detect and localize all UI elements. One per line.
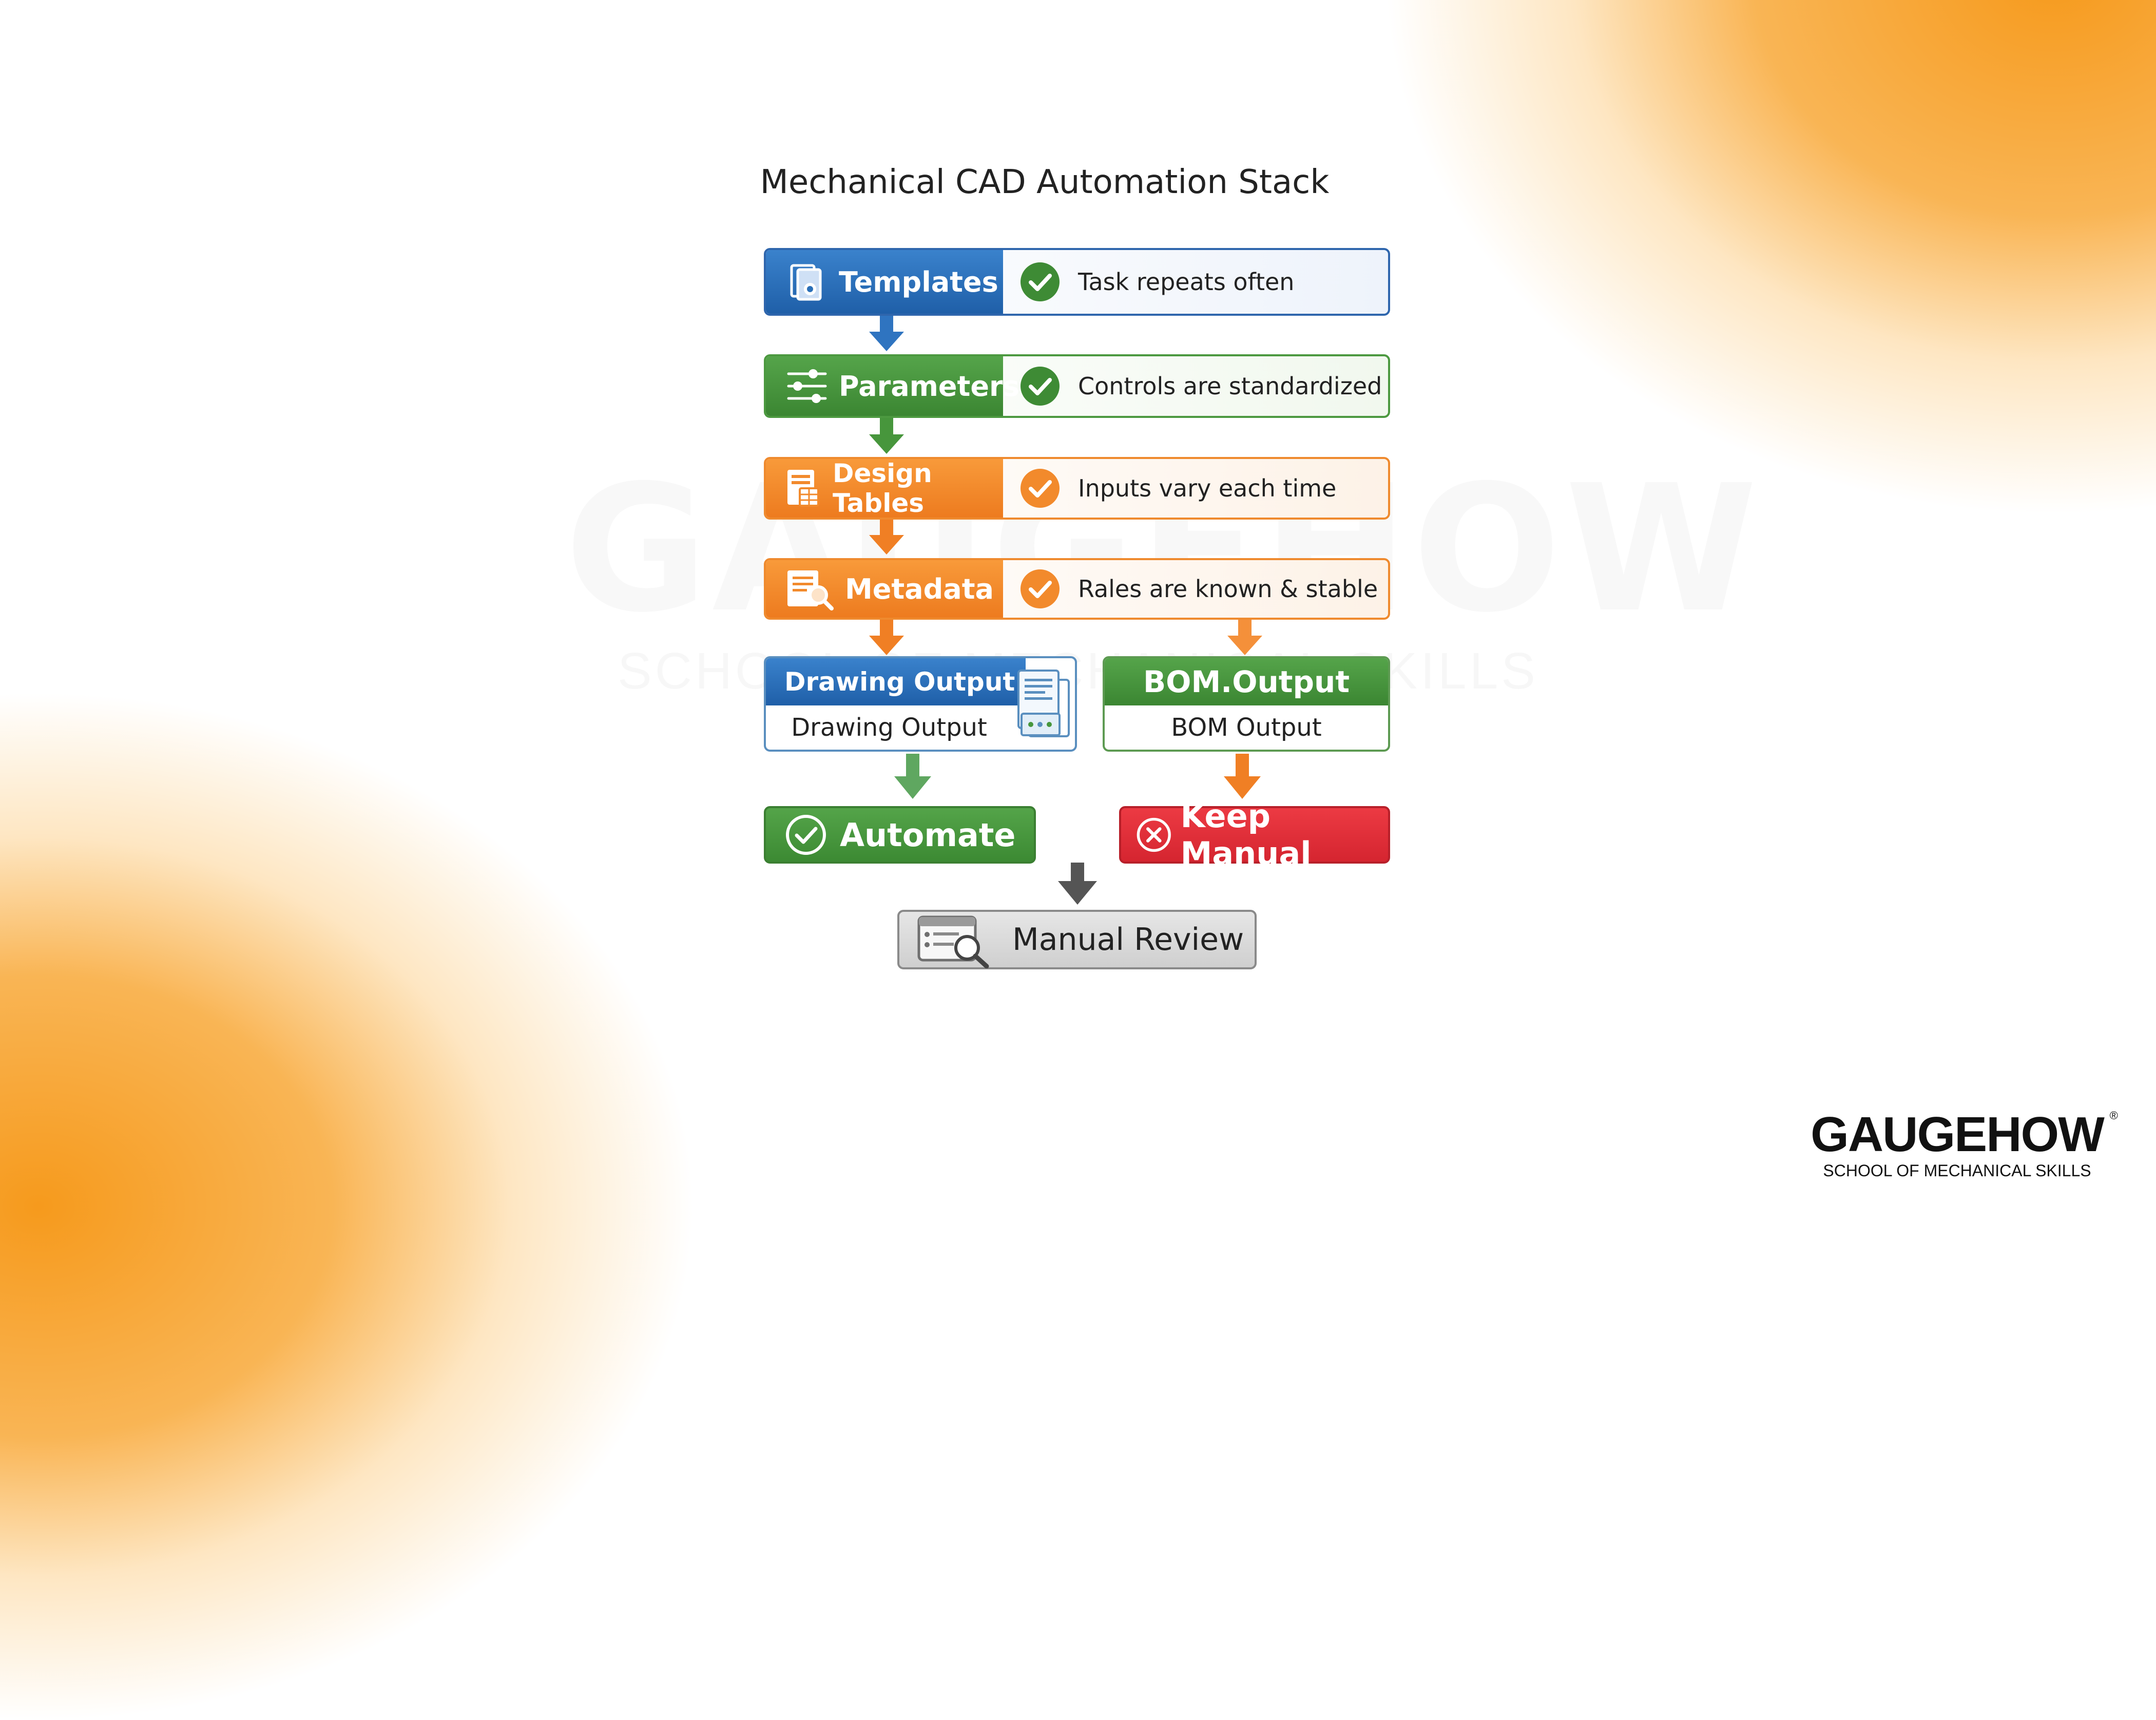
layer-condition-text: Rales are known & stable xyxy=(1078,575,1378,603)
layer-condition-text: Inputs vary each time xyxy=(1078,474,1337,502)
arrow-drawing-output-to-automate xyxy=(894,754,931,799)
arrow-templates-to-parameters xyxy=(869,314,904,351)
layer-row-templates xyxy=(764,248,1390,316)
manual-review-label: Manual Review xyxy=(1012,922,1244,958)
bom-output-body: BOM Output xyxy=(1171,713,1322,742)
brand-tagline: SCHOOL OF MECHANICAL SKILLS xyxy=(1823,1161,2091,1180)
layer-label-templates xyxy=(766,250,1003,314)
layer-label-parameters xyxy=(766,356,1019,416)
arrow-design-tables-to-metadata xyxy=(869,519,904,555)
automate-label: Automate xyxy=(840,816,1016,854)
drawing-output-body: Drawing Output xyxy=(791,713,987,742)
layer-label-metadata xyxy=(766,560,1003,618)
layer-condition-text: Task repeats often xyxy=(1078,268,1295,296)
manual-review-box[interactable] xyxy=(897,910,1257,969)
keep-manual-button[interactable] xyxy=(1119,797,1390,872)
layer-row-parameters xyxy=(764,354,1390,418)
arrow-bom-output-to-keep-manual xyxy=(1224,754,1261,799)
layer-label-text: Templates xyxy=(839,265,998,298)
layer-condition-design-tables xyxy=(1003,459,1388,518)
arrow-parameters-to-design-tables xyxy=(869,417,904,454)
x-circle-icon xyxy=(1135,814,1172,855)
layer-condition-metadata xyxy=(1003,560,1388,618)
layer-condition-parameters xyxy=(1003,356,1388,416)
diagram-title: Mechanical CAD Automation Stack xyxy=(760,163,1330,201)
sliders-icon xyxy=(786,368,827,405)
document-search-icon xyxy=(784,567,834,610)
automate-button[interactable] xyxy=(764,806,1036,864)
layer-label-text: Design Tables xyxy=(833,458,932,518)
registered-mark: ® xyxy=(2109,1109,2117,1122)
check-circle-icon xyxy=(1018,467,1062,510)
drawing-output-header: Drawing Output xyxy=(766,658,1026,705)
drawing-documents-icon xyxy=(1011,664,1075,747)
check-circle-icon xyxy=(1018,260,1062,303)
bom-output-header: BOM.Output xyxy=(1105,658,1388,705)
keep-manual-label: Keep Manual xyxy=(1180,797,1312,872)
brand-name-text: GAUGEHOW xyxy=(1811,1107,2104,1162)
layer-condition-text: Controls are standardized xyxy=(1078,372,1382,400)
layer-label-text: Parameters xyxy=(839,370,1019,403)
brand-name xyxy=(1811,1107,2117,1162)
check-circle-icon xyxy=(1018,365,1062,408)
layer-label-text: Metadata xyxy=(845,572,994,605)
check-circle-icon xyxy=(1018,567,1062,610)
template-icon xyxy=(786,261,827,302)
brand-logo xyxy=(1799,1107,2117,1180)
review-magnifier-icon xyxy=(915,911,992,968)
check-circle-icon xyxy=(784,813,827,856)
layer-condition-templates xyxy=(1003,250,1388,314)
layer-row-design-tables xyxy=(764,457,1390,520)
arrow-to-manual-review xyxy=(1058,863,1097,905)
layer-label-design-tables xyxy=(766,459,1003,518)
table-icon xyxy=(784,468,821,509)
layer-row-metadata xyxy=(764,558,1390,620)
arrow-metadata-to-bom-output xyxy=(1227,618,1262,655)
arrow-metadata-to-drawing-output xyxy=(869,618,904,655)
drawing-output-box xyxy=(764,656,1077,752)
bom-output-box xyxy=(1103,656,1390,752)
